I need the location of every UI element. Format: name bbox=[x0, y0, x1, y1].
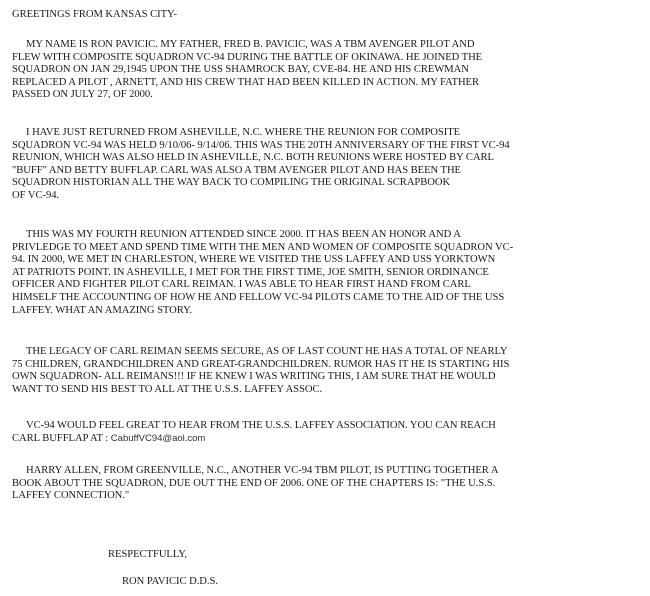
paragraph-line: 94. IN 2000, WE MET IN CHARLESTON, WHERE WE VISITED THE USS LAFFEY AND USS YORKTOWN bbox=[12, 254, 496, 266]
paragraph-line: FLEW WITH COMPOSITE SQUADRON VC-94 DURING THE BATTLE OF OKINAWA. HE JOINED THE bbox=[12, 51, 483, 63]
paragraph-line: OFFICER AND FIGHTER PILOT CARL REIMAN. I WAS ABLE TO HEAR FIRST HAND FROM CARL bbox=[12, 279, 471, 291]
greeting: GREETINGS FROM KANSAS CITY- bbox=[12, 9, 177, 20]
contact-prefix: CARL BUFFLAP AT : bbox=[12, 432, 111, 444]
paragraph-5 bbox=[12, 420, 640, 445]
paragraph-line: HIMSELF THE ACCOUNTING OF HOW HE AND FELLOW VC-94 PILOTS CAME TO THE AID OF THE USS bbox=[12, 291, 505, 303]
paragraph-line: MY NAME IS RON PAVICIC. MY FATHER, FRED B. PAVICIC, WAS A TBM AVENGER PILOT AND bbox=[26, 39, 475, 50]
paragraph-line: SQUADRON HISTORIAN ALL THE WAY BACK TO COMPILING THE ORIGINAL SCRAPBOOK bbox=[12, 177, 451, 189]
signature: RON PAVICIC D.D.S. bbox=[122, 576, 218, 587]
paragraph-line: REPLACED A PILOT , ARNETT, AND HIS CREW THAT HAD BEEN KILLED IN ACTION. MY FATHER bbox=[12, 76, 479, 88]
contact-line bbox=[12, 433, 640, 446]
paragraph-line: BOOK ABOUT THE SQUADRON, DUE OUT THE END OF 2006. ONE OF THE CHAPTERS IS: "THE U.S.S. bbox=[12, 477, 496, 489]
closing: RESPECTFULLY, bbox=[108, 549, 188, 560]
paragraph-line: WANT TO SEND HIS BEST TO ALL AT THE U.S.S. LAFFEY ASSOC. bbox=[12, 383, 323, 395]
paragraph-line: THIS WAS MY FOURTH REUNION ATTENDED SINCE 2000. IT HAS BEEN AN HONOR AND A bbox=[26, 229, 461, 240]
paragraph-line: LAFFEY CONNECTION." bbox=[12, 490, 130, 502]
paragraph-3 bbox=[12, 229, 640, 317]
paragraph-1 bbox=[12, 39, 640, 102]
email-link[interactable]: CabuffVC94@aol.com bbox=[110, 432, 206, 444]
paragraph-line: VC-94 WOULD FEEL GREAT TO HEAR FROM THE U.S.S. LAFFEY ASSOCIATION. YOU CAN REACH bbox=[26, 420, 496, 431]
paragraph-line: OF VC-94. bbox=[12, 189, 60, 201]
paragraph-line: AT PATRIOTS POINT. IN ASHEVILLE, I MET FOR THE FIRST TIME, JOE SMITH, SENIOR ORDINANCE bbox=[12, 266, 489, 278]
paragraph-line: LAFFEY. WHAT AN AMAZING STORY. bbox=[12, 304, 193, 316]
paragraph-line: 75 CHILDREN, GRANDCHILDREN AND GREAT-GRANDCHILDREN. RUMOR HAS IT HE IS STARTING HIS bbox=[12, 358, 510, 370]
paragraph-line: PASSED ON JULY 27, OF 2000. bbox=[12, 89, 153, 101]
paragraph-6 bbox=[12, 465, 640, 503]
paragraph-line: REUNION, WHICH WAS ALSO HELD IN ASHEVILLE, N.C. BOTH REUNIONS WERE HOSTED BY CARL bbox=[12, 152, 494, 164]
paragraph-4 bbox=[12, 346, 640, 396]
paragraph-line: OWN SQUADRON- ALL REIMANS!!! IF HE KNEW I WAS WRITING THIS, I AM SURE THAT HE WOULD bbox=[12, 371, 496, 383]
paragraph-line: THE LEGACY OF CARL REIMAN SEEMS SECURE, AS OF LAST COUNT HE HAS A TOTAL OF NEARLY bbox=[26, 346, 508, 357]
paragraph-line: SQUADRON VC-94 WAS HELD 9/10/06- 9/14/06. THIS WAS THE 20TH ANNIVERSARY OF THE FIRST VC-94 bbox=[12, 139, 510, 151]
paragraph-2 bbox=[12, 127, 640, 203]
paragraph-line: I HAVE JUST RETURNED FROM ASHEVILLE, N.C. WHERE THE REUNION FOR COMPOSITE bbox=[26, 127, 461, 138]
paragraph-line: SQUADRON ON JAN 29,1945 UPON THE USS SHAMROCK BAY, CVE-84. HE AND HIS CREWMAN bbox=[12, 64, 469, 76]
paragraph-line: PRIVLEDGE TO MEET AND SPEND TIME WITH THE MEN AND WOMEN OF COMPOSITE SQUADRON VC- bbox=[12, 241, 514, 253]
paragraph-line: HARRY ALLEN, FROM GREENVILLE, N.C., ANOTHER VC-94 TBM PILOT, IS PUTTING TOGETHER A bbox=[26, 465, 499, 476]
paragraph-line: "BUFF" AND BETTY BUFFLAP. CARL WAS ALSO A TBM AVENGER PILOT AND HAS BEEN THE bbox=[12, 164, 461, 176]
